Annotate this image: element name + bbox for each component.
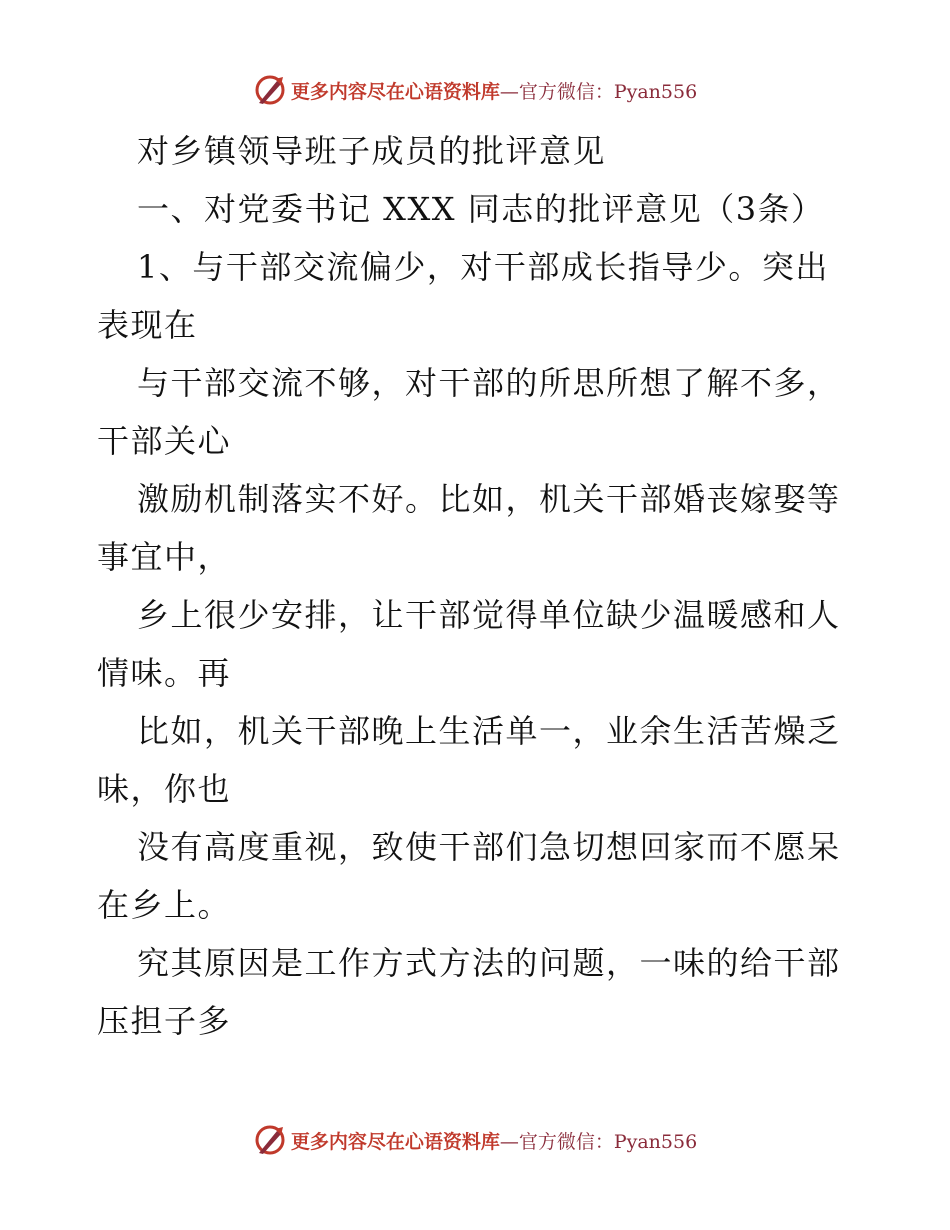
banner-main-text: 更多内容尽在心语资料库	[290, 1130, 500, 1153]
paragraph-line: 事宜中，	[97, 538, 232, 576]
paragraph-line: 与干部交流不够，对干部的所思所想了解不多，	[137, 364, 841, 402]
section-heading: 一、对党委书记 XXX 同志的批评意见（3条）	[137, 190, 825, 228]
banner-dash: —	[499, 1130, 519, 1153]
paragraph-line: 比如，机关干部晚上生活单一，业余生活苦燥乏	[137, 712, 841, 750]
banner-text	[291, 1127, 697, 1154]
document-body	[97, 122, 857, 1050]
paragraph-line: 1、与干部交流偏少，对干部成长指导少。突出	[137, 248, 829, 286]
banner-wechat-text: 官方微信：Pyan556	[518, 80, 698, 103]
banner-main-text: 更多内容尽在心语资料库	[290, 80, 500, 103]
paragraph-line: 压担子多	[97, 1002, 232, 1040]
document-title: 对乡镇领导班子成员的批评意见	[137, 132, 607, 170]
banner-dash: —	[499, 80, 519, 103]
paragraph-line: 情味。再	[97, 654, 232, 692]
header-banner	[0, 70, 950, 110]
banner-text	[291, 77, 697, 104]
footer-banner	[0, 1120, 950, 1160]
paragraph-line: 干部关心	[97, 422, 232, 460]
paragraph-line: 表现在	[97, 306, 198, 344]
banner-wechat-text: 官方微信：Pyan556	[518, 1130, 698, 1153]
paragraph-line: 在乡上。	[97, 886, 232, 924]
paragraph-line: 乡上很少安排，让干部觉得单位缺少温暖感和人	[137, 596, 841, 634]
quill-pen-logo-icon	[253, 1123, 287, 1157]
paragraph-line: 味，你也	[97, 770, 232, 808]
quill-pen-logo-icon	[253, 73, 287, 107]
paragraph-line: 激励机制落实不好。比如，机关干部婚丧嫁娶等	[137, 480, 841, 518]
paragraph-line: 没有高度重视，致使干部们急切想回家而不愿呆	[137, 828, 841, 866]
paragraph-line: 究其原因是工作方式方法的问题，一味的给干部	[137, 944, 841, 982]
